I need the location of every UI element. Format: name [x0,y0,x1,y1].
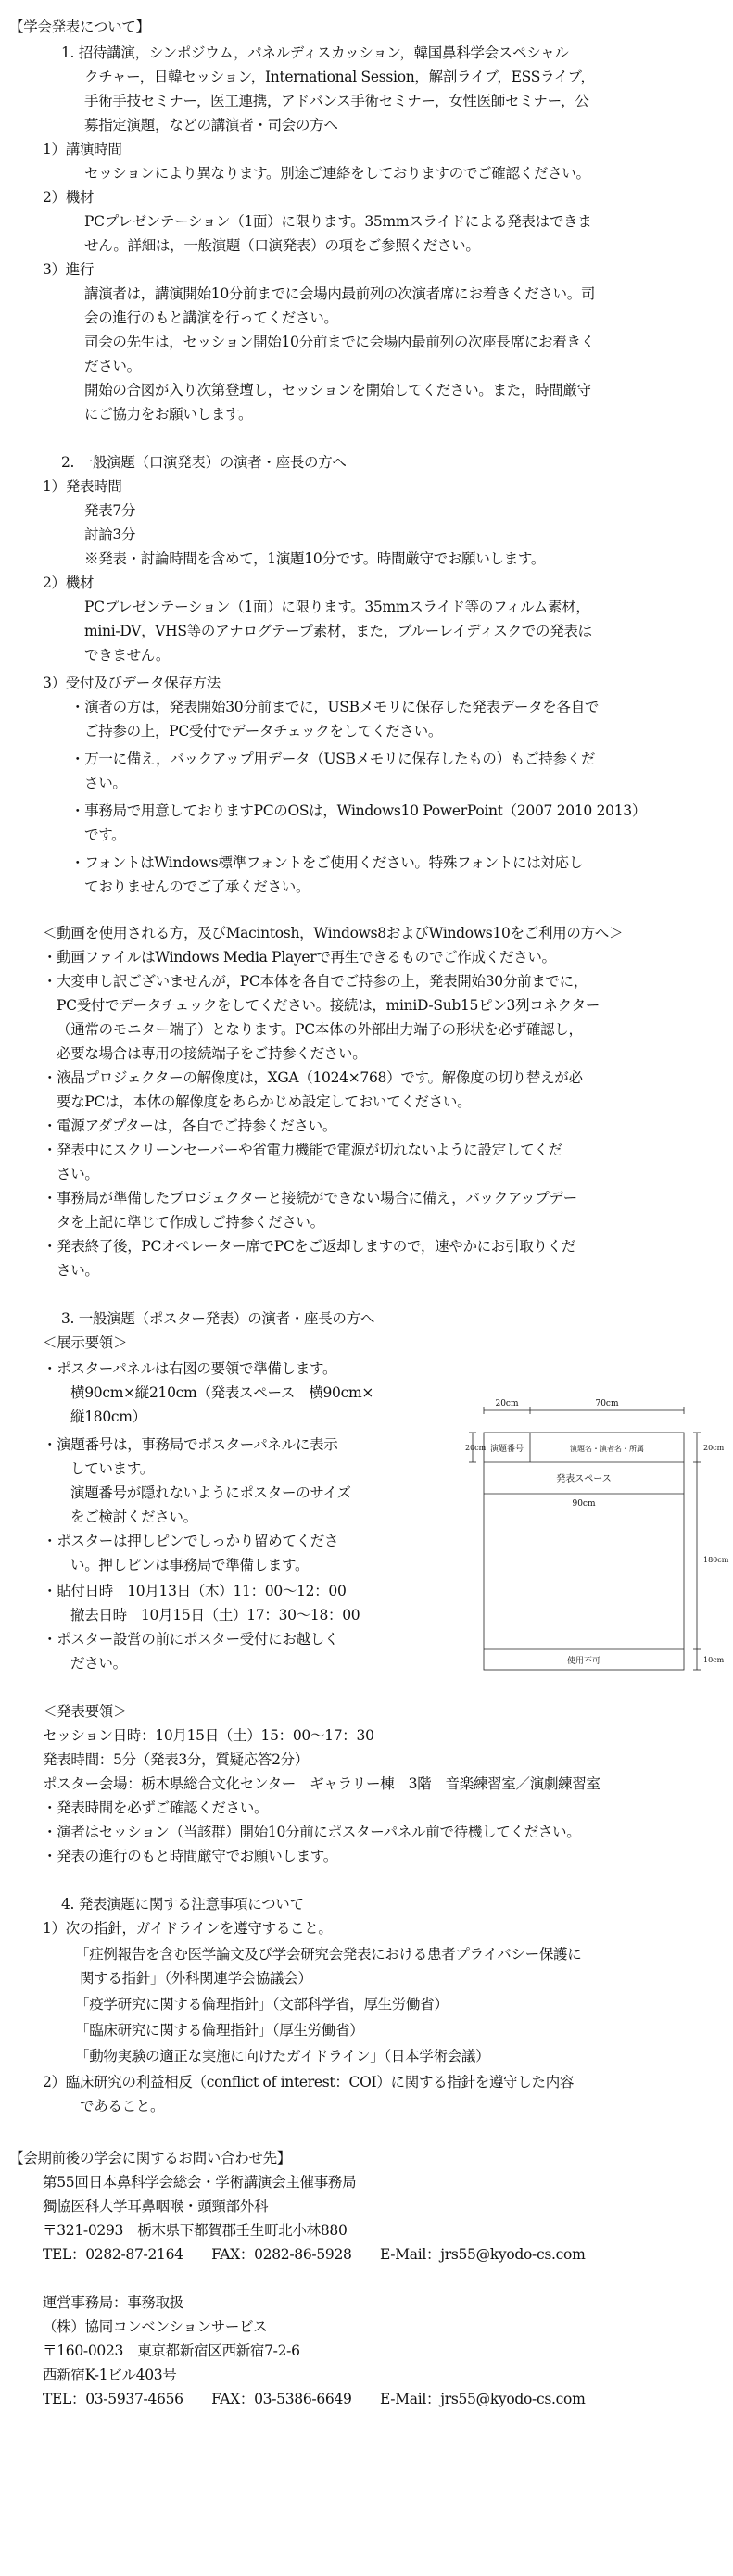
text-line: 司会の先生は，セッション開始10分前までに会場内最前列の次座長席にお着きく [84,334,595,350]
dim-top-left-label: 20cm [495,1399,519,1408]
text-line: 「臨床研究に関する倫理指針」（厚生労働省） [75,2022,364,2039]
dim-top-right-label: 70cm [595,1399,619,1408]
text-line: 運営事務局：事務取扱 [43,2294,184,2311]
text-line: ・万一に備え，バックアップ用データ（USBメモリに保存したもの）もご持参くだ [70,751,596,767]
text-line: PCプレゼンテーション（1面）に限ります。35mmスライド等のフィルム素材， [84,599,590,615]
bottom-dim-label: 10cm [703,1656,725,1664]
text-line: ・液晶プロジェクターの解像度は，XGA（1024×768）です。解像度の切り替えが必 [43,1069,583,1086]
text-line: 「疫学研究に関する倫理指針」（文部科学省，厚生労働省） [75,1996,449,2013]
text-line: 関する指針」（外科関連学会協議会） [80,1970,312,1987]
text-line: 1）講演時間 [43,141,122,158]
text-line: 2）機材 [43,575,95,591]
text-line: 必要な場合は専用の接続端子をご持参ください。 [57,1045,367,1062]
text-line: ・フォントはWindows標準フォントをご使用ください。特殊フォントには対応し [70,854,584,871]
text-line: さい。 [57,1166,99,1182]
height-label: 180cm [703,1556,729,1564]
text-line: さい。 [57,1262,99,1279]
text-line: 「症例報告を含む医学論文及び学会研究会発表における患者プライバシー保護に [75,1946,582,1963]
text-line: 西新宿K-1ビル403号 [43,2367,177,2383]
text-line: 1. 招待講演，シンポジウム，パネルディスカッション，韓国鼻科学会スペシャル [61,44,569,61]
dim-right-top-label: 20cm [703,1444,725,1452]
text-line: ＜展示要領＞ [43,1334,128,1351]
text-line: TEL：0282-87-2164 FAX：0282-86-5928 E-Mail：jrs55@kyodo-cs.com [43,2246,586,2263]
text-line: 第55回日本鼻科学会総会・学術講演会主催事務局 [43,2174,357,2191]
text-line: 縦180cm） [70,1408,146,1425]
text-line: 3）受付及びデータ保存方法 [43,675,221,691]
text-line: をご検討ください。 [70,1509,197,1525]
text-line: ご持参の上，PC受付でデータチェックをしてください。 [84,723,443,739]
text-line: できません。 [84,647,171,663]
text-line: PCプレゼンテーション（1面）に限ります。35mmスライドによる発表はできま [84,213,592,230]
text-line: 発表7分 [84,502,136,519]
text-line: ※発表・討論時間を含めて，1演題10分です。時間厳守でお願いします。 [84,550,546,567]
text-line: 3）進行 [43,261,95,278]
text-line: 1）次の指針，ガイドラインを遵守すること。 [43,1920,333,1937]
text-line: 横90cm×縦210cm（発表スペース 横90cm× [70,1384,374,1401]
text-line: ・事務局が準備したプロジェクターと接続ができない場合に備え，バックアップデー [43,1190,577,1206]
dim-left-label: 20cm [465,1444,487,1452]
text-line: ・電源アダプターは，各自でご持参ください。 [43,1118,337,1134]
text-line: 〒160-0023 東京都新宿区西新宿7-2-6 [43,2342,300,2359]
text-line: です。 [84,827,126,843]
title-cell-label: 演題名・演者名・所属 [570,1445,644,1453]
text-line: 討論3分 [84,526,136,543]
poster-panel-diagram [463,1397,732,1692]
text-line: い。押しピンは事務局で準備します。 [70,1557,310,1573]
text-line: にご協力をお願いします。 [84,406,253,423]
text-line: しています。 [70,1460,154,1477]
text-line: ・ポスターは押しピンでしっかり留めてくださ [43,1533,339,1549]
text-line: ださい。 [70,1655,127,1672]
text-line: タを上記に準じて作成しご持参ください。 [57,1214,324,1231]
number-cell-label: 演題番号 [489,1445,524,1454]
text-line: 講演者は，講演開始10分前までに会場内最前列の次演者席にお着きください。司 [84,285,596,302]
text-line: ・発表の進行のもと時間厳守でお願いします。 [43,1848,337,1864]
text-line: 2. 一般演題（口演発表）の演者・座長の方へ [61,454,347,471]
text-line: ポスター会場：栃木県総合文化センター ギャラリー棟 3階 音楽練習室／演劇練習室 [43,1775,600,1792]
text-line: ・動画ファイルはWindows Media Playerで再生できるものでご作成ください。 [43,949,556,966]
text-line: 発表時間：5分（発表3分，質疑応答2分） [43,1751,310,1768]
width-label: 90cm [572,1499,596,1509]
text-line: 【学会発表について】 [9,19,150,35]
text-line: さい。 [84,775,127,791]
text-line: 開始の合図が入り次第登壇し，セッションを開始してください。また，時間厳守 [84,382,591,398]
text-line: ・大変申し訳ございませんが，PC本体を各自でご持参の上，発表開始30分前までに， [43,973,588,990]
text-line: ・演者の方は，発表開始30分前までに，USBメモリに保存した発表データを各自で [70,699,600,715]
text-line: 4. 発表演題に関する注意事項について [61,1896,304,1913]
text-line: mini-DV，VHS等のアナログテープ素材，また，ブルーレイディスクでの発表は [84,623,592,639]
text-line: ・発表終了後，PCオペレーター席でPCをご返却しますので，速やかにお引取りくだ [43,1238,576,1255]
text-line: TEL：03-5937-4656 FAX：03-5386-6649 E-Mail：jrs55@kyodo-cs.com [43,2391,586,2407]
text-line: ・ポスターパネルは右図の要領で準備します。 [43,1360,337,1377]
text-line: 2）臨床研究の利益相反（conflict of interest：COI）に関する指針を遵守した内容 [43,2074,575,2090]
text-line: 会の進行のもと講演を行ってください。 [84,309,338,326]
text-line: ・演題番号は，事務局でポスターパネルに表示 [43,1436,338,1453]
text-line: クチャー，日韓セッション，International Session，解剖ライブ，ESSライブ， [84,69,595,85]
text-line: 1）発表時間 [43,478,122,495]
text-line: PC受付でデータチェックをしてください。接続は，miniD-Sub15ピン3列コネクター [57,997,600,1014]
text-line: 【会期前後の学会に関するお問い合わせ先】 [9,2150,292,2166]
text-line: 要なPCは，本体の解像度をあらかじめ設定しておいてください。 [57,1093,472,1110]
text-line: 3. 一般演題（ポスター発表）の演者・座長の方へ [61,1310,375,1327]
text-line: ・発表時間を必ずご確認ください。 [43,1799,269,1816]
bottom-label: 使用不可 [566,1657,601,1666]
space-label: 発表スペース [556,1474,612,1484]
text-line: 手術手技セミナー，医工連携，アドバンス手術セミナー，女性医師セミナー，公 [84,93,589,109]
text-line: ＜動画を使用される方，及びMacintosh，Windows8およびWindows10をご利用の方へ＞ [43,925,624,941]
text-line: 「動物実験の適正な実施に向けたガイドライン」（日本学術会議） [75,2048,490,2065]
text-line: であること。 [80,2098,165,2115]
text-line: 2）機材 [43,189,95,206]
text-line: ・貼付日時 10月13日（木）11：00～12：00 [43,1583,347,1599]
text-line: （通常のモニター端子）となります。PC本体の外部出力端子の形状を必ず確認し， [57,1021,583,1038]
text-line: 撤去日時 10月15日（土）17：30～18：00 [70,1607,360,1623]
text-line: ＜発表要領＞ [43,1703,128,1720]
text-line: ておりませんのでご了承ください。 [84,878,310,895]
text-line: ・演者はセッション（当該群）開始10分前にポスターパネル前で待機してください。 [43,1824,581,1840]
text-line: ださい。 [84,358,141,374]
text-line: 獨協医科大学耳鼻咽喉・頭頸部外科 [43,2198,269,2215]
text-line: セッションにより異なります。別途ご連絡をしておりますのでご確認ください。 [84,165,590,182]
text-line: ・事務局で用意しておりますPCのOSは，Windows10 PowerPoint（2007 2010 2013） [70,802,647,819]
text-line: 〒321-0293 栃木県下都賀郡壬生町北小林880 [43,2222,348,2239]
text-line: 募指定演題，などの講演者・司会の方へ [84,117,338,133]
text-line: 演題番号が隠れないようにポスターのサイズ [70,1484,351,1501]
text-line: （株）協同コンベンションサービス [43,2318,268,2335]
text-line: ・ポスター設営の前にポスター受付にお越しく [43,1631,339,1648]
text-line: ・発表中にスクリーンセーバーや省電力機能で電源が切れないように設定してくだ [43,1142,562,1158]
text-line: セッション日時：10月15日（土）15：00～17：30 [43,1727,374,1744]
text-line: せん。詳細は，一般演題（口演発表）の項をご参照ください。 [84,237,480,254]
